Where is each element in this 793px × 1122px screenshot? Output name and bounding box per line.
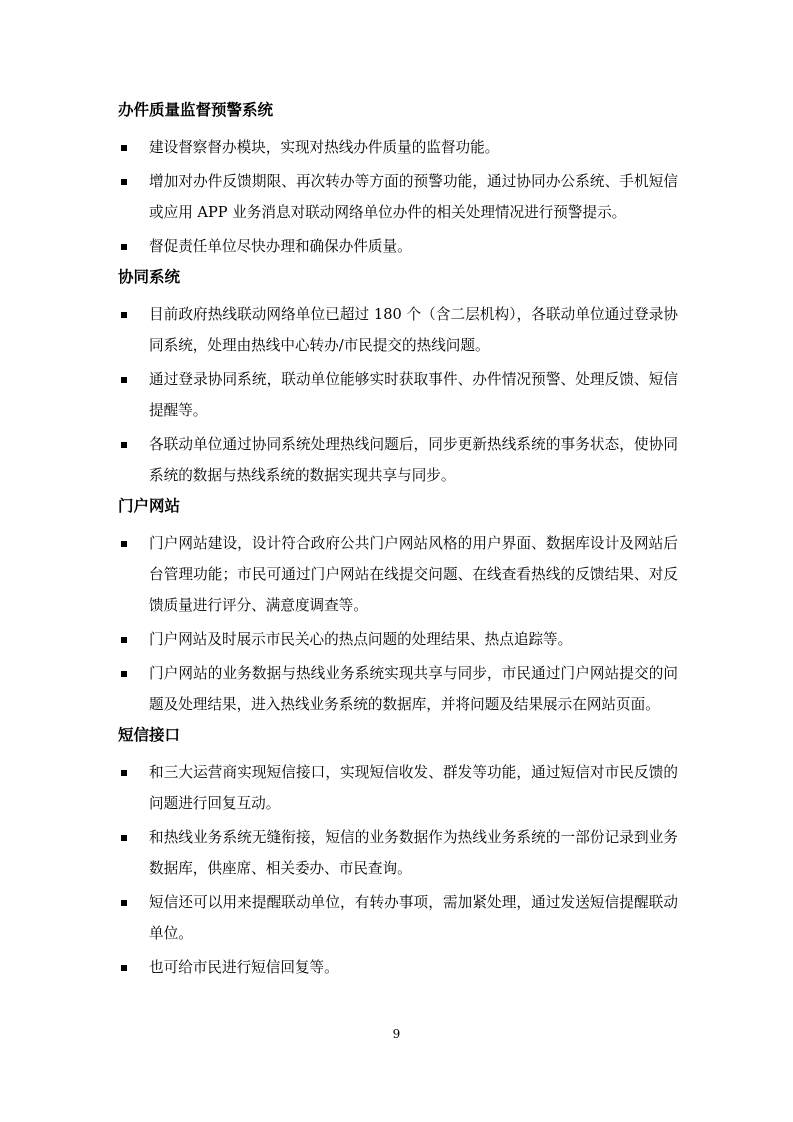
bullet-square-icon bbox=[121, 671, 127, 677]
list-item bbox=[118, 624, 678, 655]
list-item bbox=[118, 132, 678, 163]
list-item-text: 门户网站及时展示市民关心的热点问题的处理结果、热点追踪等。 bbox=[149, 631, 573, 648]
list-item-text: 和三大运营商实现短信接口，实现短信收发、群发等功能，通过短信对市民反馈的问题进行回复互动。 bbox=[149, 764, 678, 812]
section-portal bbox=[118, 494, 678, 720]
list-item-text: 增加对办件反馈期限、再次转办等方面的预警功能，通过协同办公系统、手机短信或应用 APP 业务消息对联动网络单位办件的相关处理情况进行预警提示。 bbox=[149, 173, 678, 221]
list-item-text: 门户网站的业务数据与热线业务系统实现共享与同步，市民通过门户网站提交的问题及处理结果，进入热线业务系统的数据库，并将问题及结果展示在网站页面。 bbox=[149, 665, 678, 713]
bullet-square-icon bbox=[121, 900, 127, 906]
list-item bbox=[118, 822, 678, 884]
bullet-square-icon bbox=[121, 770, 127, 776]
list-item-text: 短信还可以用来提醒联动单位，有转办事项，需加紧处理，通过发送短信提醒联动单位。 bbox=[149, 894, 678, 942]
list-item bbox=[118, 231, 678, 262]
bullet-square-icon bbox=[121, 637, 127, 643]
bullet-square-icon bbox=[121, 377, 127, 383]
list-item-text: 通过登录协同系统，联动单位能够实时获取事件、办件情况预警、处理反馈、短信提醒等。 bbox=[149, 371, 678, 419]
bullet-square-icon bbox=[121, 244, 127, 250]
section-title: 协同系统 bbox=[118, 268, 181, 286]
bullet-square-icon bbox=[121, 145, 127, 151]
list-item bbox=[118, 166, 678, 228]
list-item bbox=[118, 887, 678, 949]
bullet-square-icon bbox=[121, 541, 127, 547]
list-item bbox=[118, 658, 678, 720]
section-sms bbox=[118, 723, 678, 983]
bullet-square-icon bbox=[121, 179, 127, 185]
section-title: 办件质量监督预警系统 bbox=[118, 101, 274, 119]
list-item bbox=[118, 952, 678, 983]
list-item-text: 和热线业务系统无缝衔接，短信的业务数据作为热线业务系统的一部份记录到业务数据库，供座席、相关委办、市民查询。 bbox=[149, 829, 678, 877]
page-content bbox=[118, 98, 678, 986]
list-item-text: 各联动单位通过协同系统处理热线问题后，同步更新热线系统的事务状态，使协同系统的数据与热线系统的数据实现共享与同步。 bbox=[149, 436, 678, 484]
list-item bbox=[118, 528, 678, 621]
section-collaboration bbox=[118, 265, 678, 491]
section-quality-warning bbox=[118, 98, 678, 262]
bullet-square-icon bbox=[121, 835, 127, 841]
list-item-text: 门户网站建设，设计符合政府公共门户网站风格的用户界面、数据库设计及网站后台管理功能；市民可通过门户网站在线提交问题、在线查看热线的反馈结果、对反馈质量进行评分、满意度调查等。 bbox=[149, 535, 678, 614]
section-title: 门户网站 bbox=[118, 497, 181, 515]
list-item bbox=[118, 429, 678, 491]
list-item bbox=[118, 364, 678, 426]
page-number: 9 bbox=[392, 1027, 401, 1041]
list-item-text: 督促责任单位尽快办理和确保办件质量。 bbox=[149, 238, 412, 255]
list-item bbox=[118, 757, 678, 819]
list-item-text: 也可给市民进行短信回复等。 bbox=[149, 959, 339, 976]
bullet-square-icon bbox=[121, 965, 127, 971]
list-item-text: 目前政府热线联动网络单位已超过 180 个（含二层机构），各联动单位通过登录协同系统，处理由热线中心转办/市民提交的热线问题。 bbox=[149, 306, 678, 354]
list-item bbox=[118, 299, 678, 361]
bullet-square-icon bbox=[121, 442, 127, 448]
list-item-text: 建设督察督办模块，实现对热线办件质量的监督功能。 bbox=[149, 139, 500, 156]
section-title: 短信接口 bbox=[118, 726, 181, 744]
bullet-square-icon bbox=[121, 312, 127, 318]
